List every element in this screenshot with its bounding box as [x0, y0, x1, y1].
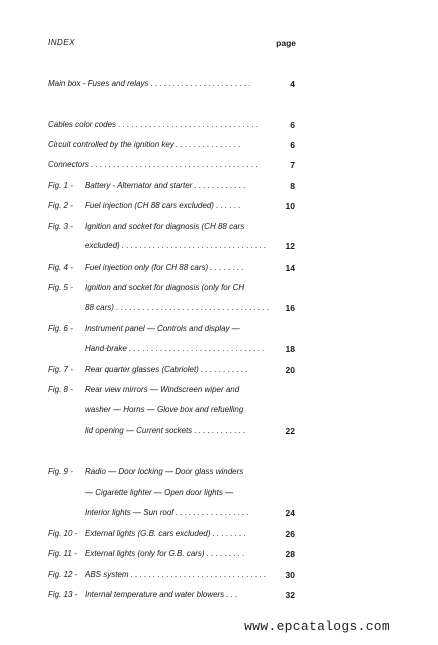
- fig-1-page: 8: [290, 181, 295, 191]
- entry-connectors: Connectors . . . . . . . . . . . . . . . . . . . . . . . . . . . . . . . . . . . . . .: [48, 160, 258, 169]
- fig-7-desc: Rear quarter glasses (Cabriolet) . . . . . . . . . . .: [85, 365, 248, 374]
- fig-10-label: Fig. 10 -: [48, 529, 78, 538]
- fig-8-desc-line-2: washer — Horns — Glove box and refuelling: [85, 405, 244, 414]
- fig-3-page: 12: [285, 241, 295, 251]
- fig-5-label: Fig. 5 -: [48, 283, 73, 292]
- fig-4-page: 14: [285, 263, 295, 273]
- fig-6-label: Fig. 6 -: [48, 324, 73, 333]
- fig-12-desc: ABS system . . . . . . . . . . . . . . . . . . . . . . . . . . . . . . .: [85, 570, 267, 579]
- fig-5-desc-line-2: 88 cars) . . . . . . . . . . . . . . . . . . . . . . . . . . . . . . . . . . .: [85, 303, 270, 312]
- fig-6-desc-line-2: Hand-brake . . . . . . . . . . . . . . . . . . . . . . . . . . . . . . .: [85, 344, 265, 353]
- fig-5-desc-line-1: Ignition and socket for diagnosis (only for CH: [85, 283, 245, 292]
- entry-main-box: Main box - Fuses and relays . . . . . . . . . . . . . . . . . . . . . . .: [48, 79, 251, 88]
- fig-12-page: 30: [285, 570, 295, 580]
- fig-11-page: 28: [285, 549, 295, 559]
- entry-connectors-page: 7: [290, 160, 295, 170]
- fig-9-desc-line-2: — Cigarette lighter — Open door lights —: [85, 488, 234, 497]
- fig-13-desc: Internal temperature and water blowers . . .: [85, 590, 238, 599]
- fig-9-page: 24: [285, 508, 295, 518]
- fig-11-desc: External lights (only for G.B. cars) . . . . . . . . .: [85, 549, 245, 558]
- fig-8-label: Fig. 8 -: [48, 385, 73, 394]
- watermark: www.epcatalogs.com: [244, 619, 390, 634]
- fig-3-desc-line-2: excluded) . . . . . . . . . . . . . . . . . . . . . . . . . . . . . . . . .: [85, 241, 267, 250]
- entry-ignition-circuit: Circuit controlled by the ignition key . . . . . . . . . . . . . . .: [48, 140, 241, 149]
- fig-13-page: 32: [285, 590, 295, 600]
- fig-1-label: Fig. 1 -: [48, 181, 73, 190]
- fig-9-desc-line-3: Interior lights — Sun roof . . . . . . . . . . . . . . . . .: [85, 508, 250, 517]
- fig-4-label: Fig. 4 -: [48, 263, 73, 272]
- fig-6-desc-line-1: Instrument panel — Controls and display —: [85, 324, 240, 333]
- fig-7-label: Fig. 7 -: [48, 365, 73, 374]
- fig-3-desc-line-1: Ignition and socket for diagnosis (CH 88 cars: [85, 222, 245, 231]
- fig-7-page: 20: [285, 365, 295, 375]
- fig-10-desc: External lights (G.B. cars excluded) . . . . . . . .: [85, 529, 246, 538]
- fig-2-label: Fig. 2 -: [48, 201, 73, 210]
- fig-12-label: Fig. 12 -: [48, 570, 78, 579]
- fig-8-page: 22: [285, 426, 295, 436]
- fig-2-desc: Fuel injection (CH 88 cars excluded) . . . . . .: [85, 201, 241, 210]
- fig-9-label: Fig. 9 -: [48, 467, 73, 476]
- fig-8-desc-line-3: lid opening — Current sockets . . . . . . . . . . . .: [85, 426, 246, 435]
- fig-13-label: Fig. 13 -: [48, 590, 78, 599]
- index-heading: INDEX: [48, 38, 75, 47]
- fig-4-desc: Fuel injection only (for CH 88 cars) . . . . . . . .: [85, 263, 244, 272]
- fig-6-page: 18: [285, 344, 295, 354]
- entry-cables-color-codes: Cables color codes . . . . . . . . . . . . . . . . . . . . . . . . . . . . . . . .: [48, 120, 259, 129]
- entry-main-box-page: 4: [290, 79, 295, 89]
- fig-8-desc-line-1: Rear view mirrors — Windscreen wiper and: [85, 385, 240, 394]
- fig-11-label: Fig. 11 -: [48, 549, 77, 558]
- entry-ignition-circuit-page: 6: [290, 140, 295, 150]
- fig-3-label: Fig. 3 -: [48, 222, 73, 231]
- page-column-heading: page: [276, 38, 296, 48]
- fig-9-desc-line-1: Radio — Door locking — Door glass winders: [85, 467, 244, 476]
- fig-1-desc: Battery - Alternator and starter . . . . . . . . . . . .: [85, 181, 246, 190]
- fig-10-page: 26: [285, 529, 295, 539]
- fig-2-page: 10: [285, 201, 295, 211]
- entry-cables-color-codes-page: 6: [290, 120, 295, 130]
- fig-5-page: 16: [285, 303, 295, 313]
